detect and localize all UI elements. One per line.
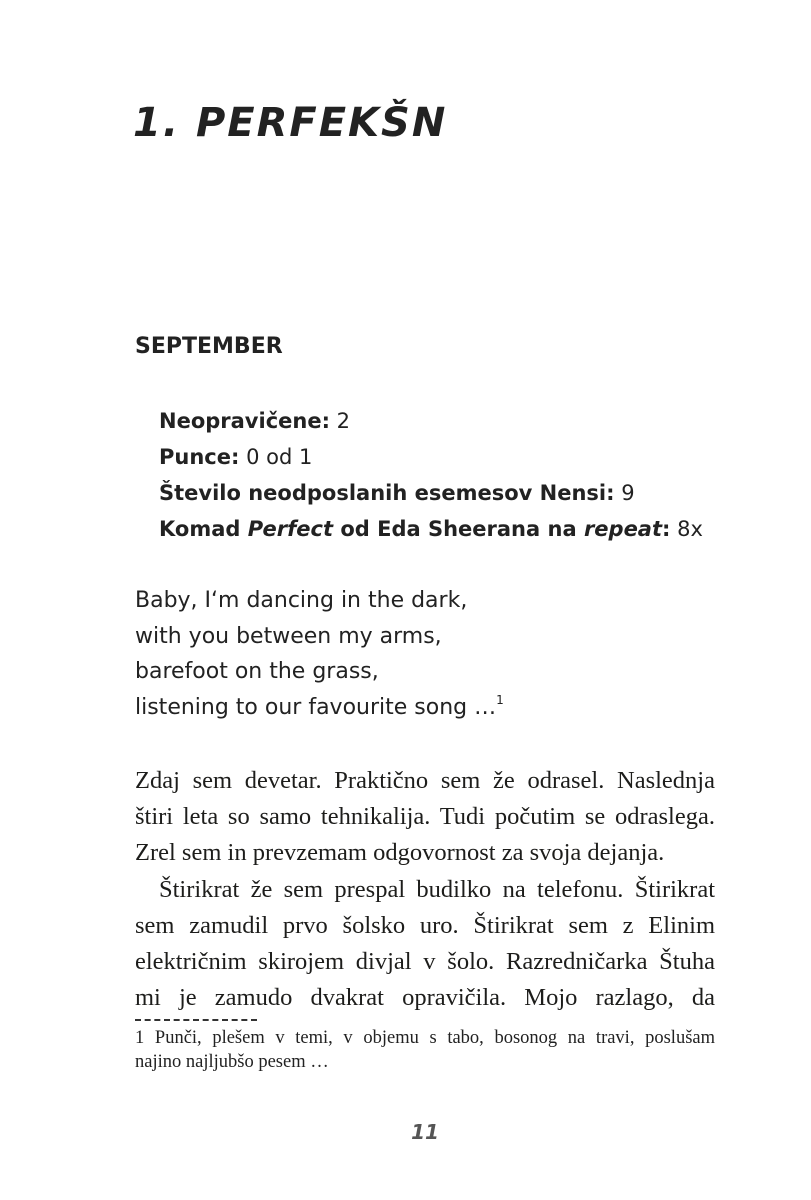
stats-list: [159, 403, 703, 547]
lyric-line: Baby, I‘m dancing in the dark,: [135, 588, 468, 613]
stat-row: [159, 475, 703, 511]
stat-label: Punce:: [159, 445, 240, 469]
footnote: [135, 1026, 715, 1074]
body-text: [135, 763, 715, 1016]
chapter-title: 1. PERFEKŠN: [133, 100, 448, 146]
footnote-divider: [135, 1019, 257, 1021]
song-lyrics: [135, 583, 504, 725]
footnote-line: 1 Punči, plešem v temi, v objemu s tabo, bosonog na travi, poslušam: [135, 1028, 715, 1048]
stat-label: Komad Perfect od Eda Sheerana na repeat:: [159, 517, 671, 541]
stat-value: 0 od 1: [246, 445, 313, 469]
section-heading-month: SEPTEMBER: [135, 334, 283, 359]
body-line: Zdaj sem devetar. Praktično sem že odrasel. Naslednja: [135, 767, 715, 794]
stat-value: 9: [621, 481, 635, 505]
stat-label: Število neodposlanih esemesov Nensi:: [159, 481, 615, 505]
body-line: štiri leta so samo tehnikalija. Tudi počutim se odraslega.: [135, 803, 715, 831]
stat-row: [159, 403, 703, 439]
body-line: električnim skirojem divjal v šolo. Razredničarka Štuha: [135, 947, 715, 975]
lyric-line: barefoot on the grass,: [135, 659, 379, 684]
stat-row: [159, 511, 703, 547]
stat-label: Neopravičene:: [159, 409, 330, 433]
footnote-reference: 1: [496, 692, 504, 707]
stat-row: [159, 439, 703, 475]
stat-value: 8x: [677, 517, 703, 541]
stat-value: 2: [336, 409, 351, 433]
lyric-line: with you between my arms,: [135, 623, 442, 649]
footnote-line: najino najljubšo pesem …: [135, 1052, 329, 1072]
lyric-line: listening to our favourite song …$^1$: [135, 692, 504, 720]
body-line: mi je zamudo dvakrat opravičila. Mojo razlago, da: [135, 984, 715, 1012]
body-line: Zrel sem in prevzemam odgovornost za svoja dejanja.: [135, 839, 665, 867]
body-line: sem zamudil prvo šolsko uro. Štirikrat sem z Elinim: [135, 911, 715, 939]
body-line: Štirikrat že sem prespal budilko na telefonu. Štirikrat: [159, 875, 715, 903]
page-number: 11: [411, 1120, 439, 1144]
